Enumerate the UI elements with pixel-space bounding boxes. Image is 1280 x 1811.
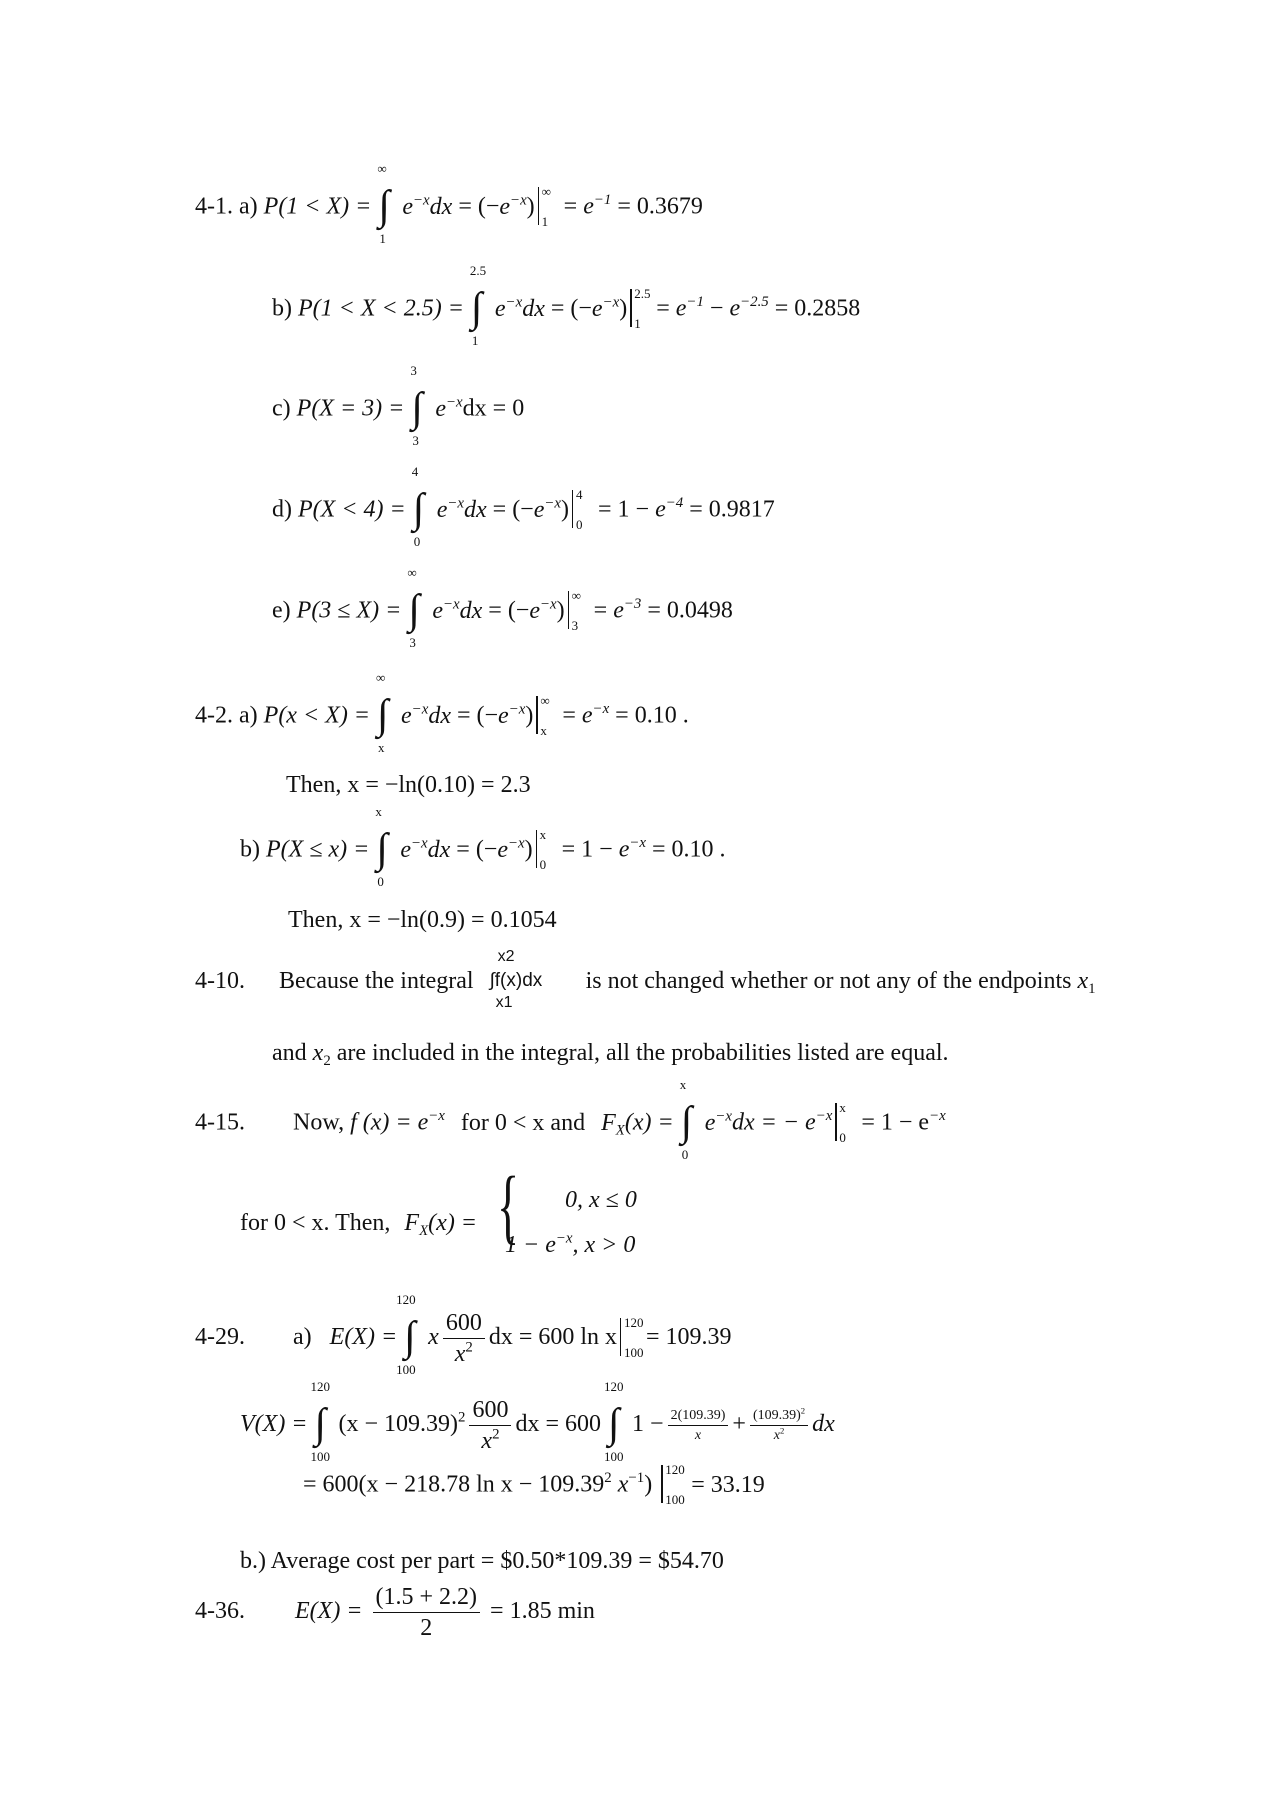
result: = 109.39 — [646, 1324, 732, 1351]
equation-lhs: P(x < X) = — [263, 702, 371, 729]
integral-sign: ∫ ∞ 3 — [407, 565, 420, 650]
equation-lhs: P(3 ≤ X) = — [296, 597, 402, 624]
integral-sign: ∫ ∞ 1 — [377, 161, 390, 246]
integral-expression: x2 ∫f(x)dx x1 — [489, 948, 543, 1012]
problem-4-2-b-then: Then, x = −ln(0.9) = 0.1054 — [288, 907, 557, 933]
fraction: $\frac{(1.5 + 2.2)}{2}$ — [373, 1585, 481, 1640]
integral-sign: ∫ x 0 — [679, 1077, 693, 1162]
problem-label: 4-15. — [195, 1109, 245, 1136]
integral-sign: ∫ ∞ x — [376, 670, 389, 755]
problem-4-29-a: 4-29. a) E(X) = ∫ 120 100 x $\frac{600}{x^2}$ dx = 600 ln x 120 100 = 109.39 — [195, 1291, 732, 1377]
problem-4-1-c: c) P(X = 3) = ∫ 3 3 $e^{-x}dx = 0$ — [272, 363, 525, 448]
part-label: a) — [293, 1324, 312, 1351]
part-label: e) — [272, 597, 291, 624]
problem-label: 4-10. — [195, 968, 245, 994]
evaluation-bar: ∞ x — [534, 702, 556, 732]
integral-sign: ∫ 120 100 — [604, 1378, 624, 1464]
evaluation-bar: ∞ 1 — [536, 193, 558, 223]
problem-4-10-line2: and $x_2$ are included in the integral, all the probabilities listed are equal. — [272, 1040, 949, 1070]
equation-lhs: P(X = 3) = — [296, 395, 405, 422]
result: = 0.10 . — [615, 702, 689, 729]
problem-4-1-b: b) P(1 < X < 2.5) = ∫ 2.5 1 $e^{-x}dx = (-e^{-x})$ 2.5 1 = $e^{-1} - e^{-2.5} = 0.2858$ — [272, 263, 861, 348]
result: = 0.9817 — [689, 496, 775, 523]
evaluation-bar: 120 100 — [618, 1324, 640, 1354]
part-label: d) — [272, 496, 292, 523]
integral-sign: ∫ 120 100 — [396, 1291, 416, 1377]
problem-4-2-a: 4-2. a) P(x < X) = ∫ ∞ x $e^{-x}dx = (-e^{-x})$ ∞ x = $e^{-x} = 0.10$ . — [195, 670, 689, 755]
evaluation-bar: x 0 — [833, 1109, 855, 1139]
problem-label: 4-2. — [195, 702, 233, 729]
problem-4-29-b: b.) Average cost per part = $0.50*109.39 = $54.70 — [240, 1548, 724, 1574]
problem-label: 4-36. — [195, 1598, 245, 1625]
result: = 33.19 — [691, 1471, 765, 1498]
integral-sign: ∫ 2.5 1 — [469, 263, 487, 348]
fraction: $\frac{(109.39)^2}{x^2}$ — [750, 1409, 808, 1443]
equation-lhs: P(X < 4) = — [298, 496, 406, 523]
equation-lhs: P(1 < X) = — [263, 193, 372, 220]
piecewise-case-2: $1 - e^{-x}$, x > 0 — [505, 1230, 636, 1258]
problem-4-15-then: for 0 < x. Then, $F_X(x)$ = — [240, 1210, 478, 1240]
evaluation-bar: ∞ 3 — [566, 597, 588, 627]
result: dx = 0 — [462, 395, 525, 422]
evaluation-bar: 120 100 — [659, 1471, 681, 1501]
fraction: $\frac{2(109.39)}{x}$ — [668, 1409, 729, 1443]
equation-lhs: P(X ≤ x) = — [266, 836, 370, 863]
problem-4-10-line1: 4-10. Because the integral x2 ∫f(x)dx x1 is not changed whether or not any of the endpoints $x_1$ — [195, 948, 1096, 1012]
problem-label: 4-1. — [195, 193, 233, 220]
problem-4-29-variance: V(X) = ∫ 120 100 $(x - 109.39)^2$ $\frac{600}{x^2}$ dx = 600 ∫ 120 100 1 − $\frac{2(109.39)}{x}$ + $\frac{(109.39)^2}{x^2}$ dx — [240, 1378, 835, 1464]
integral-sign: ∫ 3 3 — [410, 363, 423, 448]
result: = 1.85 min — [490, 1598, 595, 1625]
problem-4-1-a: 4-1. a) P(1 < X) = ∫ ∞ 1 $e^{-x}dx = (-e^{-x})$ ∞ 1 = $e^{-1} = 0.3679$ — [195, 161, 703, 246]
problem-4-36: 4-36. E(X) = $\frac{(1.5 + 2.2)}{2}$ = 1.85 min — [195, 1584, 595, 1641]
result: = 0.0498 — [647, 597, 733, 624]
piecewise-brace: { — [497, 1160, 520, 1253]
problem-label: 4-29. — [195, 1324, 245, 1351]
integral-sign: ∫ 4 0 — [411, 464, 425, 549]
result: = 0.3679 — [617, 193, 703, 220]
integral-sign: ∫ 120 100 — [310, 1378, 330, 1464]
evaluation-bar: 2.5 1 — [628, 295, 650, 325]
part-label: a) — [239, 702, 258, 729]
problem-4-1-e: e) P(3 ≤ X) = ∫ ∞ 3 $e^{-x}dx = (-e^{-x})$ ∞ 3 = $e^{-3} = 0.0498$ — [272, 565, 733, 650]
result: = 0.2858 — [774, 295, 861, 322]
problem-4-2-b: b) P(X ≤ x) = ∫ x 0 $e^{-x}dx = (-e^{-x})$ x 0 = $1 - e^{-x} = 0.10$ . — [240, 804, 726, 889]
integral-sign: ∫ x 0 — [375, 804, 388, 889]
part-label: b) — [272, 295, 292, 322]
part-label: a) — [239, 193, 258, 220]
problem-4-1-d: d) P(X < 4) = ∫ 4 0 $e^{-x}dx = (-e^{-x})$ 4 0 = $1 - e^{-4} = 0.9817$ — [272, 464, 775, 549]
fraction: $\frac{600}{x^2}$ — [443, 1311, 485, 1366]
problem-4-15: 4-15. Now, f $(x) = e^{-x}$ for 0 < x and $F_X(x)$ = ∫ x 0 $e^{-x}dx$ = − $e^{-x}$ x 0 = $1 - e^{-x}$ — [195, 1077, 946, 1162]
fraction: $\frac{600}{x^2}$ — [469, 1398, 511, 1453]
part-label: c) — [272, 395, 291, 422]
evaluation-bar: x 0 — [534, 836, 556, 866]
problem-4-2-a-then: Then, x = −ln(0.10) = 2.3 — [286, 772, 531, 798]
result: = 0.10 . — [652, 836, 726, 863]
part-label: b) — [240, 836, 260, 863]
evaluation-bar: 4 0 — [570, 496, 592, 526]
problem-4-29-variance-line2: = 600(x − 218.78 $\ln x - 109.39^2$ $x^{-1}$) 120 100 = 33.19 — [303, 1462, 765, 1507]
piecewise-case-1: 0, x ≤ 0 — [565, 1187, 637, 1213]
equation-lhs: P(1 < X < 2.5) = — [298, 295, 464, 322]
